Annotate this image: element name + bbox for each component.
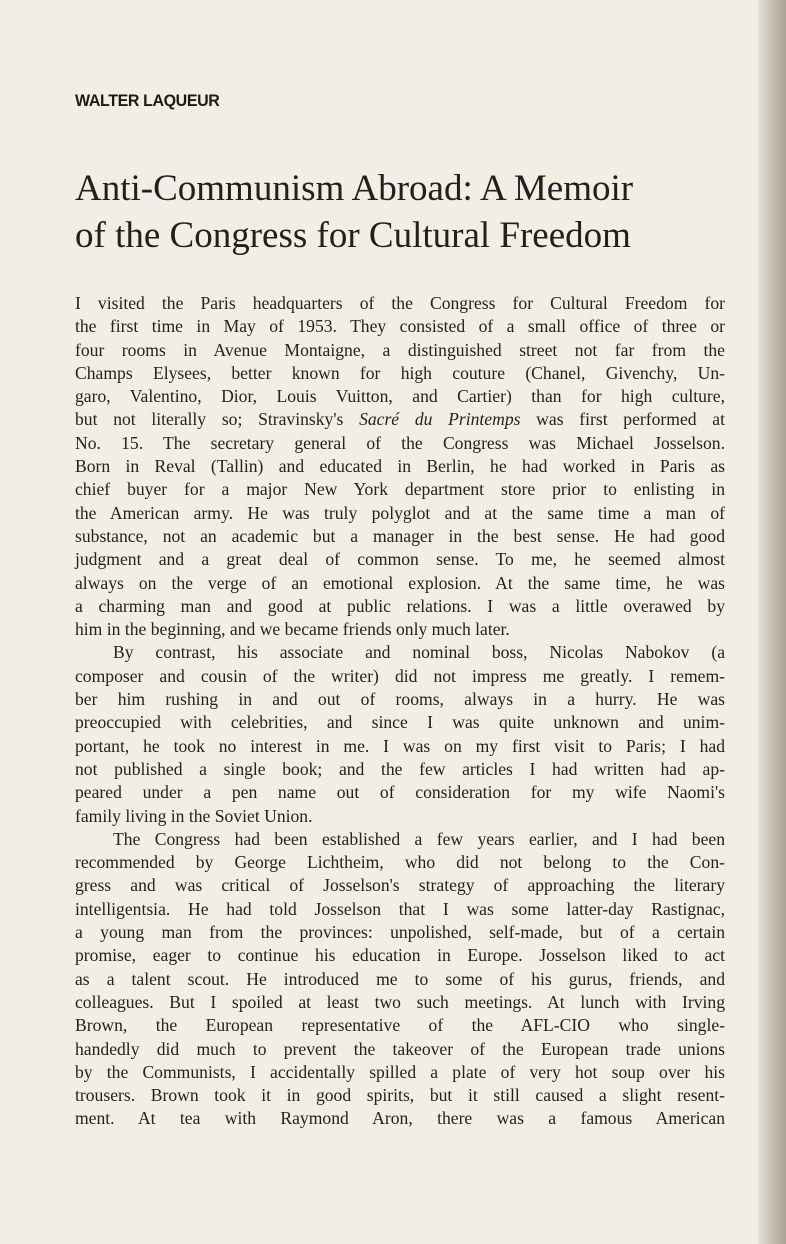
text-line bbox=[75, 408, 725, 431]
text-line: ber him rushing in and out of rooms, always in a hurry. He was bbox=[75, 689, 725, 710]
text-line: garo, Valentino, Dior, Louis Vuitton, and Cartier) than for high culture, bbox=[75, 386, 725, 407]
text-line: the first time in May of 1953. They consisted of a small office of three or bbox=[75, 316, 725, 337]
text-line: promise, eager to continue his education in Europe. Josselson liked to act bbox=[75, 945, 725, 966]
text-line: recommended by George Lichtheim, who did not belong to the Con- bbox=[75, 852, 725, 873]
title-line: of the Congress for Cultural Freedom bbox=[75, 215, 631, 256]
text-line: by the Communists, I accidentally spilled a plate of very hot soup over his bbox=[75, 1061, 725, 1082]
author-name: WALTER LAQUEUR bbox=[75, 91, 220, 110]
text-line: four rooms in Avenue Montaigne, a distinguished street not far from the bbox=[75, 339, 725, 360]
text-line: I visited the Paris headquarters of the Congress for Cultural Freedom for bbox=[75, 293, 725, 313]
text-line: The Congress had been established a few years earlier, and I had been bbox=[113, 828, 725, 849]
text-line: not published a single book; and the few articles I had written had ap- bbox=[75, 758, 725, 779]
italic-title: Sacré du Printemps bbox=[359, 409, 521, 430]
text-line: peared under a pen name out of consideration for my wife Naomi's bbox=[75, 782, 725, 803]
article-body bbox=[75, 292, 725, 1131]
text-line: ment. At tea with Raymond Aron, there was a famous American bbox=[75, 1108, 725, 1129]
text-line: a young man from the provinces: unpolished, self-made, but of a certain bbox=[75, 922, 725, 943]
text-line: Champs Elysees, better known for high couture (Chanel, Givenchy, Un- bbox=[75, 362, 725, 383]
text-line: By contrast, his associate and nominal boss, Nicolas Nabokov (a bbox=[113, 642, 725, 663]
text-line: gress and was critical of Josselson's strategy of approaching the literary bbox=[75, 875, 725, 896]
text-line: judgment and a great deal of common sense. To me, he seemed almost bbox=[75, 549, 725, 570]
text-line: portant, he took no interest in me. I was on my first visit to Paris; I had bbox=[75, 735, 725, 756]
text-line: colleagues. But I spoiled at least two such meetings. At lunch with Irving bbox=[75, 991, 725, 1012]
text-line: Brown, the European representative of the AFL-CIO who single- bbox=[75, 1015, 725, 1036]
text-line: family living in the Soviet Union. bbox=[75, 805, 313, 826]
text-line: handedly did much to prevent the takeover of the European trade unions bbox=[75, 1038, 725, 1059]
text-line: a charming man and good at public relations. I was a little overawed by bbox=[75, 595, 725, 616]
text-run: but not literally so; Stravinsky's bbox=[75, 409, 360, 430]
text-line: always on the verge of an emotional explosion. At the same time, he was bbox=[75, 572, 725, 593]
text-line: No. 15. The secretary general of the Congress was Michael Josselson. bbox=[75, 432, 725, 453]
article-title bbox=[75, 165, 735, 259]
text-line: as a talent scout. He introduced me to some of his gurus, friends, and bbox=[75, 968, 725, 989]
title-line: Anti-Communism Abroad: A Memoir bbox=[75, 168, 634, 209]
paragraph-2 bbox=[75, 641, 725, 827]
book-gutter bbox=[758, 0, 786, 1244]
text-line: the American army. He was truly polyglot and at the same time a man of bbox=[75, 502, 725, 523]
text-line: Born in Reval (Tallin) and educated in Berlin, he had worked in Paris as bbox=[75, 456, 725, 477]
text-line: trousers. Brown took it in good spirits, but it still caused a slight resent- bbox=[75, 1085, 725, 1106]
text-line: composer and cousin of the writer) did not impress me greatly. I remem- bbox=[75, 665, 725, 686]
text-line: him in the beginning, and we became friends only much later. bbox=[75, 619, 510, 640]
paragraph-1 bbox=[75, 292, 725, 641]
text-run: was first performed at bbox=[520, 409, 725, 430]
text-line: substance, not an academic but a manager in the best sense. He had good bbox=[75, 525, 725, 546]
paragraph-3 bbox=[75, 828, 725, 1131]
text-line: chief buyer for a major New York department store prior to enlisting in bbox=[75, 479, 725, 500]
text-line: intelligentsia. He had told Josselson that I was some latter-day Rastignac, bbox=[75, 898, 725, 919]
text-line: preoccupied with celebrities, and since I was quite unknown and unim- bbox=[75, 712, 725, 733]
